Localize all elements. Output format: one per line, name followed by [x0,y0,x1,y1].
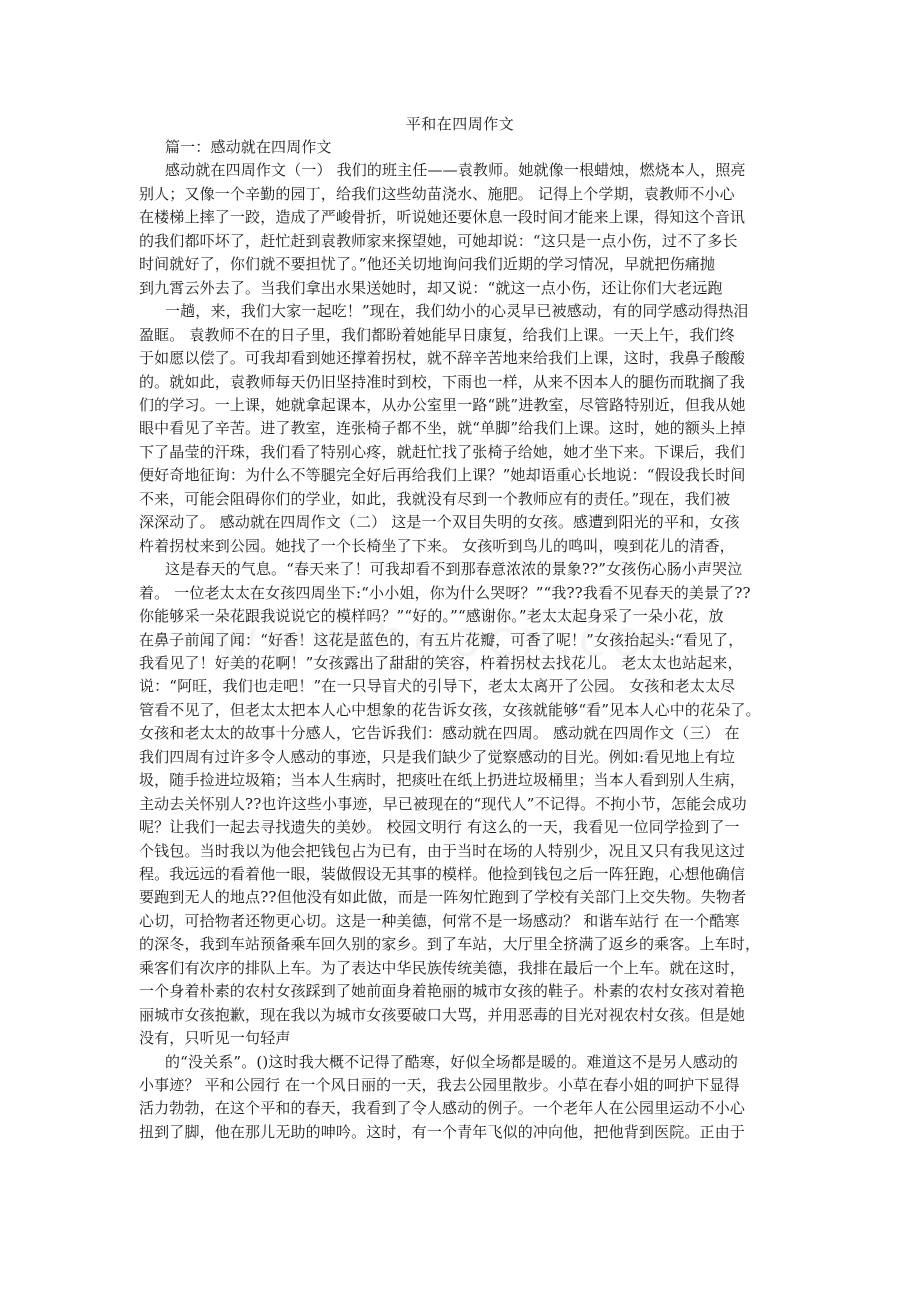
text-line: 这是春天的气息。“春天来了！可我却看不到那春意浓浓的景象??”女孩伤心肠小声哭泣 [165,560,743,579]
text-line: 的我们都吓坏了，赶忙赶到袁教师家来探望她，可她却说：“这只是一点小伤，过不了多长 [139,231,738,250]
text-line: 我看见了！好美的花啊！”女孩露出了甜甜的笑容，杵着拐杖去找花儿。 老太太也站起来， [139,653,743,672]
text-line: 心切，可拾物者还物更心切。这是一种美德，何常不是一场感动？ 和谐车站行 在一个酷寒 [139,911,740,930]
text-line: 于如愿以偿了。可我却看到她还撑着拐杖，就不辞辛苦地来给我们上课，这时，我鼻子酸酸 [139,349,746,367]
text-line: 篇一：感动就在四周作文 [165,138,332,156]
text-line: 眼中看见了辛苦。进了教室，连张椅子都不坐，就“单脚”给我们上课。这时，她的额头上掉 [139,419,746,438]
text-line: 扭到了脚，他在那儿无助的呻吟。这时，有一个青年飞似的冲向他，把他背到医院。正由于 [139,1122,746,1141]
text-line: 主动去关怀别人??也许这些小事迹，早已被现在的“现代人”不记得。不拘小节，怎能会成功 [139,794,747,813]
text-line: 在鼻子前闻了闻：“好香！这花是蓝色的，有五片花瓣，可香了呢！”女孩抬起头:“看见了， [139,630,744,649]
text-line: 没有，只听见一句轻声 [139,1029,291,1048]
text-line: 别人；又像一个辛勤的园丁，给我们这些幼苗浇水、施肥。 记得上个学期，袁教师不小心 [139,184,735,203]
text-line: 着。 一位老太太在女孩四周坐下:“小小姐，你为什么哭呀？”“我??我看不见春天的美景了?? [139,583,751,602]
text-line: 丽城市女孩抱歉，现在我以为城市女孩要破口大骂，并用恶毒的目光对视农村女孩。但是她 [139,1005,746,1024]
text-line: 你能够采一朵花跟我说说它的模样吗？”“好的。”“感谢你。”老太太起身采了一朵小花，放 [139,607,724,625]
text-line: 在楼梯上摔了一跤，造成了严峻骨折，听说她还要休息一段时间才能来上课，得知这个音讯 [139,208,746,227]
text-line: 一个身着朴素的农村女孩踩到了她前面身着艳丽的城市女孩的鞋子。朴素的农村女孩对着艳 [139,982,746,1001]
text-line: 便好奇地征询：为什么不等腿完全好后再给我们上课？”她却语重心长地说：“假设我长时间 [139,466,746,485]
text-line: 不来，可能会阻碍你们的学业，如此，我就没有尽到一个教师应有的责任。”现在，我们被 [139,489,731,508]
text-line: 们的学习。一上课，她就拿起课本，从办公室里一路“跳”进教室，尽管路特别近，但我从她 [139,395,746,414]
text-line: 下了晶莹的汗珠，我们看了特别心疼，就赶忙找了张椅子给她，她才坐下来。下课后，我们 [139,442,746,461]
text-line: 深深动了。 感动就在四周作文（二） 这是一个双目失明的女孩。感遭到阳光的平和，女孩 [139,513,740,532]
text-line: 女孩和老太太的故事十分感人，它告诉我们：感动就在四周。 感动就在四周作文（三） 在 [139,724,740,743]
text-line: 活力勃勃，在这个平和的春天，我看到了令人感动的例子。一个老年人在公园里运动不小心 [139,1099,746,1118]
text-line: 管看不见了，但老太太把本人心中想象的花告诉女孩，女孩就能够“看”见本人心中的花朵了。 [139,700,761,719]
text-line: 我们四周有过许多令人感动的事迹，只是我们缺少了觉察感动的目光。例如:看见地上有垃 [139,747,736,766]
text-line: 的“没关系”。()这时我大概不记得了酷寒，好似全场都是暖的。难道这不是另人感动的 [165,1052,739,1071]
text-line: 到九霄云外去了。当我们拿出水果送她时，却又说：“就这一点小伤，还让你们大老远跑 [139,278,723,297]
text-line: 一趟，来，我们大家一起吃！”现在，我们幼小的心灵早已被感动，有的同学感动得热泪 [165,302,749,321]
text-line: 个钱包。当时我以为他会把钱包占为已有，由于当时在场的人特别少，况且又只有我见这过 [139,841,746,860]
text-line: 时间就好了，你们就不要担忧了。”他还关切地询问我们近期的学习情况，早就把伤痛抛 [139,255,716,274]
text-line: 小事迹？ 平和公园行 在一个风日丽的一天，我去公园里散步。小草在春小姐的呵护下显得 [139,1076,740,1094]
text-line: 盈眶。 袁教师不在的日子里，我们都盼着她能早日康复，给我们上课。一天上午，我们终 [139,325,735,344]
text-line: 要跑到无人的地点??但他没有如此做，而是一阵匆忙跑到了学校有关部门上交失物。失物者 [139,888,747,907]
text-line: 程。我远远的看着他一眼，装做假设无其事的模样。他捡到钱包之后一阵狂跑，心想他确信 [139,864,746,883]
text-line: 的深冬，我到车站预备乘车回久别的家乡。到了车站，大厅里全挤满了返乡的乘客。上车时， [139,935,761,954]
text-line: 的。就如此，袁教师每天仍旧坚持准时到校，下雨也一样，从来不因本人的腿伤而耽搁了我 [139,372,746,391]
text-line: 圾，随手捡进垃圾箱；当本人生病时，把痰吐在纸上扔进垃圾桶里；当本人看到别人生病， [139,771,746,790]
document-title: 平和在四周作文 [405,115,515,133]
text-line: 感动就在四周作文（一） 我们的班主任——袁教师。她就像一根蜡烛，燃烧本人，照亮 [165,161,746,180]
text-line: 说：“阿旺，我们也走吧！”在一只导盲犬的引导下，老太太离开了公园。 女孩和老太太尽 [139,677,736,696]
text-line: 乘客们有次序的排队上车。为了表达中华民族传统美德，我排在最后一个上车。就在这时， [139,958,746,977]
text-line: 杵着拐杖来到公园。她找了一个长椅坐了下来。 女孩听到鸟儿的鸣叫，嗅到花儿的清香， [139,536,735,555]
text-line: 呢？让我们一起去寻找遗失的美妙。 校园文明行 有这么的一天，我看见一位同学捡到了一 [139,818,740,836]
